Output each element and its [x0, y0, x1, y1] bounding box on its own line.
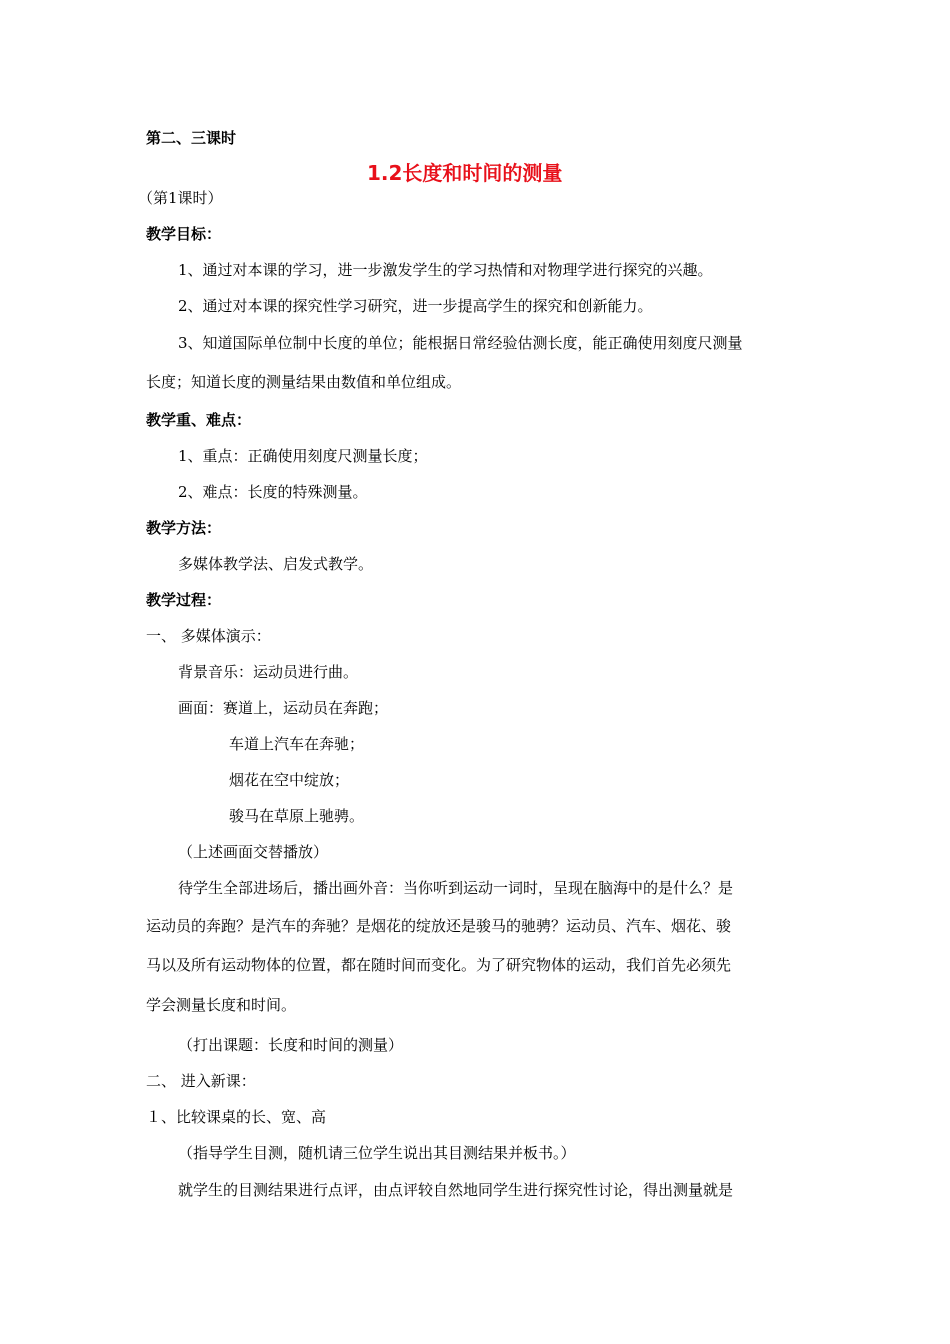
subsection-heading: １、比较课桌的长、宽、高: [146, 1108, 327, 1126]
topic-note: （打出课题：长度和时间的测量）: [178, 1036, 404, 1054]
music-line: 背景音乐：运动员进行曲。: [178, 663, 359, 681]
section-heading: 二、 进入新课：: [146, 1072, 256, 1090]
paragraph-line: 待学生全部进场后，播出画外音：当你听到运动一词时，呈现在脑海中的是什么？是: [178, 879, 734, 897]
objective-item: 3、知道国际单位制中长度的单位；能根据日常经验估测长度，能正确使用刻度尺测量: [178, 334, 743, 352]
subsection-text: 就学生的目测结果进行点评，由点评较自然地同学生进行探究性讨论，得出测量就是: [178, 1181, 734, 1199]
scene-line: 画面：赛道上，运动员在奔跑；: [178, 699, 389, 717]
key-point-item: 2、难点：长度的特殊测量。: [178, 483, 368, 501]
methods-text: 多媒体教学法、启发式教学。: [178, 555, 374, 573]
scene-item: 烟花在空中绽放；: [229, 771, 350, 789]
scene-item: 骏马在草原上驰骋。: [229, 807, 365, 825]
scene-item: 车道上汽车在奔驰；: [229, 735, 365, 753]
objective-item-continued: 长度；知道长度的测量结果由数值和单位组成。: [146, 373, 462, 391]
lesson-label: 第二、三课时: [146, 129, 237, 147]
objective-item: 2、通过对本课的探究性学习研究，进一步提高学生的探究和创新能力。: [178, 297, 653, 315]
period-label: （第1课时）: [138, 189, 223, 207]
process-heading: 教学过程：: [146, 591, 222, 609]
objective-item: 1、通过对本课的学习，进一步激发学生的学习热情和对物理学进行探究的兴趣。: [178, 261, 713, 279]
section-heading: 一、 多媒体演示：: [146, 627, 271, 645]
key-points-heading: 教学重、难点：: [146, 411, 252, 429]
paragraph-line: 运动员的奔跑？是汽车的奔驰？是烟花的绽放还是骏马的驰骋？运动员、汽车、烟花、骏: [146, 917, 732, 935]
methods-heading: 教学方法：: [146, 519, 222, 537]
paragraph-line: 学会测量长度和时间。: [146, 996, 297, 1014]
scene-note: （上述画面交替播放）: [178, 843, 329, 861]
objectives-heading: 教学目标：: [146, 225, 222, 243]
key-point-item: 1、重点：正确使用刻度尺测量长度；: [178, 447, 428, 465]
paragraph-line: 马以及所有运动物体的位置，都在随时间而变化。为了研究物体的运动，我们首先必须先: [146, 956, 732, 974]
subsection-note: （指导学生目测，随机请三位学生说出其目测结果并板书。）: [178, 1144, 576, 1162]
page-title: 1.2长度和时间的测量: [367, 161, 563, 185]
